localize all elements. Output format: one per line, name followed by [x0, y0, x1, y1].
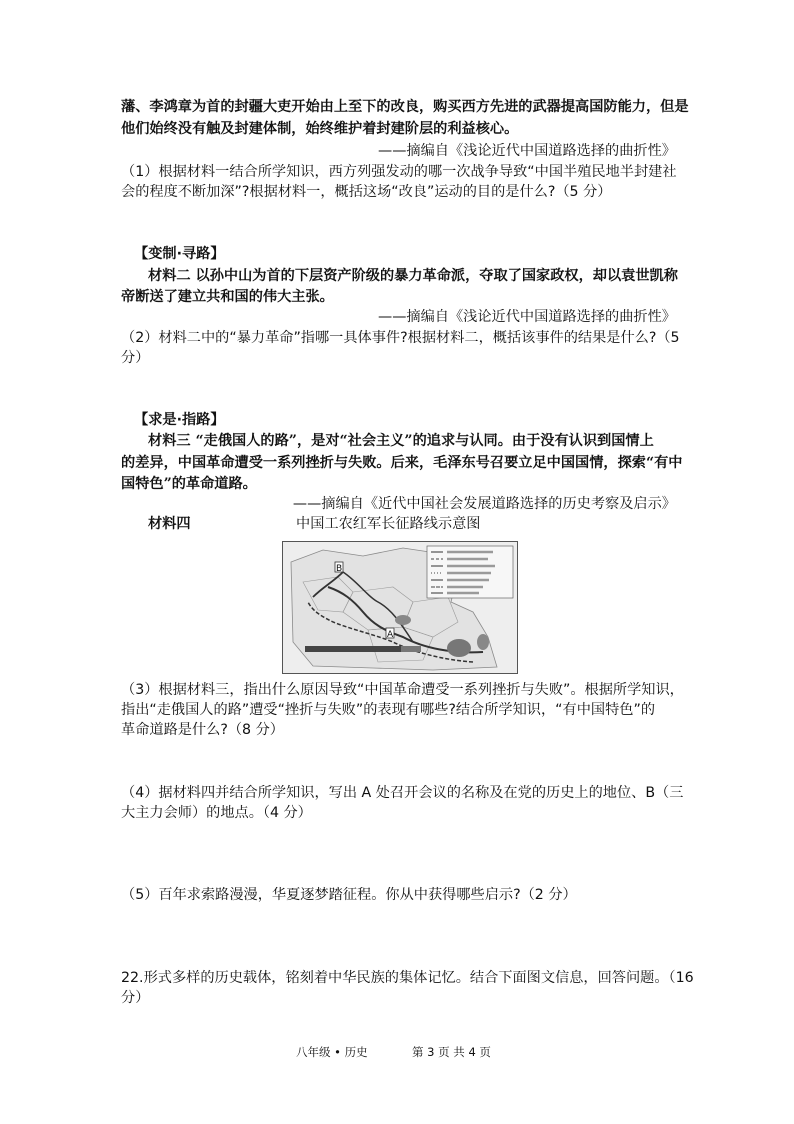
- material4-label: 材料四: [148, 516, 191, 532]
- material2-line2: 帝断送了建立共和国的伟大主张。: [121, 289, 334, 305]
- map-label-a: A: [387, 630, 394, 640]
- material2-line1: 材料二 以孙中山为首的下层资产阶级的暴力革命派，夺取了国家政权，却以袁世凯称: [148, 268, 678, 284]
- question-22-line1: 22.形式多样的历史载体，铭刻着中华民族的集体记忆。结合下面图文信息，回答问题。（16: [121, 970, 694, 986]
- material1-source: ——摘编自《浅论近代中国道路选择的曲折性》: [378, 143, 676, 159]
- question-1-line1: （1）根据材料一结合所学知识，西方列强发动的哪一次战争导致“中国半殖民地半封建社: [121, 164, 677, 180]
- material2-source: ——摘编自《浅论近代中国道路选择的曲折性》: [378, 309, 676, 325]
- material4-title: 中国工农红军长征路线示意图: [296, 516, 481, 532]
- map-label-b: B: [336, 564, 343, 574]
- material3-source: ——摘编自《近代中国社会发展道路选择的历史考察及启示》: [292, 496, 676, 512]
- question-4-line1: （4）据材料四并结合所学知识，写出 A 处召开会议的名称及在党的历史上的地位、B（三: [121, 785, 684, 801]
- question-1-line2: 会的程度不断加深”?根据材料一，概括这场“改良”运动的目的是什么?（5 分）: [121, 184, 612, 200]
- section-heading-2: 【变制·寻路】: [134, 246, 225, 262]
- material1-line2: 他们始终没有触及封建体制，始终维护着封建阶层的利益核心。: [121, 121, 519, 137]
- material1-line1: 藩、李鸿章为首的封疆大吏开始由上至下的改良，购买西方先进的武器提高国防能力，但是: [121, 99, 689, 115]
- material3-line1: 材料三 “走俄国人的路”，是对“社会主义”的追求与认同。由于没有认识到国情上: [148, 433, 654, 449]
- question-3-line1: （3）根据材料三，指出什么原因导致“中国革命遭受一系列挫折与失败”。根据所学知识，: [121, 682, 684, 698]
- question-4-line2: 大主力会师）的地点。（4 分）: [121, 805, 312, 821]
- question-5-line1: （5）百年求索路漫漫，华夏逐梦踏征程。你从中获得哪些启示?（2 分）: [121, 887, 577, 903]
- footer-page: 第 3 页 共 4 页: [412, 1045, 491, 1059]
- question-3-line3: 革命道路是什么?（8 分）: [121, 722, 284, 738]
- footer-subject: 八年级 • 历史: [296, 1045, 368, 1059]
- question-22-line2: 分）: [121, 990, 150, 1006]
- material3-line3: 国特色”的革命道路。: [121, 476, 257, 492]
- question-3-line2: 指出“走俄国人的路”遭受“挫折与失败”的表现有哪些?结合所学知识，“有中国特色”的: [121, 702, 656, 718]
- long-march-map: [282, 541, 518, 674]
- map-graphic: [283, 542, 517, 673]
- question-2-line1: （2）材料二中的“暴力革命”指哪一具体事件?根据材料二，概括该事件的结果是什么?（5: [121, 330, 680, 346]
- question-2-line2: 分）: [121, 350, 150, 366]
- section-heading-3: 【求是·指路】: [134, 412, 225, 428]
- material3-line2: 的差异，中国革命遭受一系列挫折与失败。后来，毛泽东号召要立足中国国情，探索“有中: [121, 455, 683, 471]
